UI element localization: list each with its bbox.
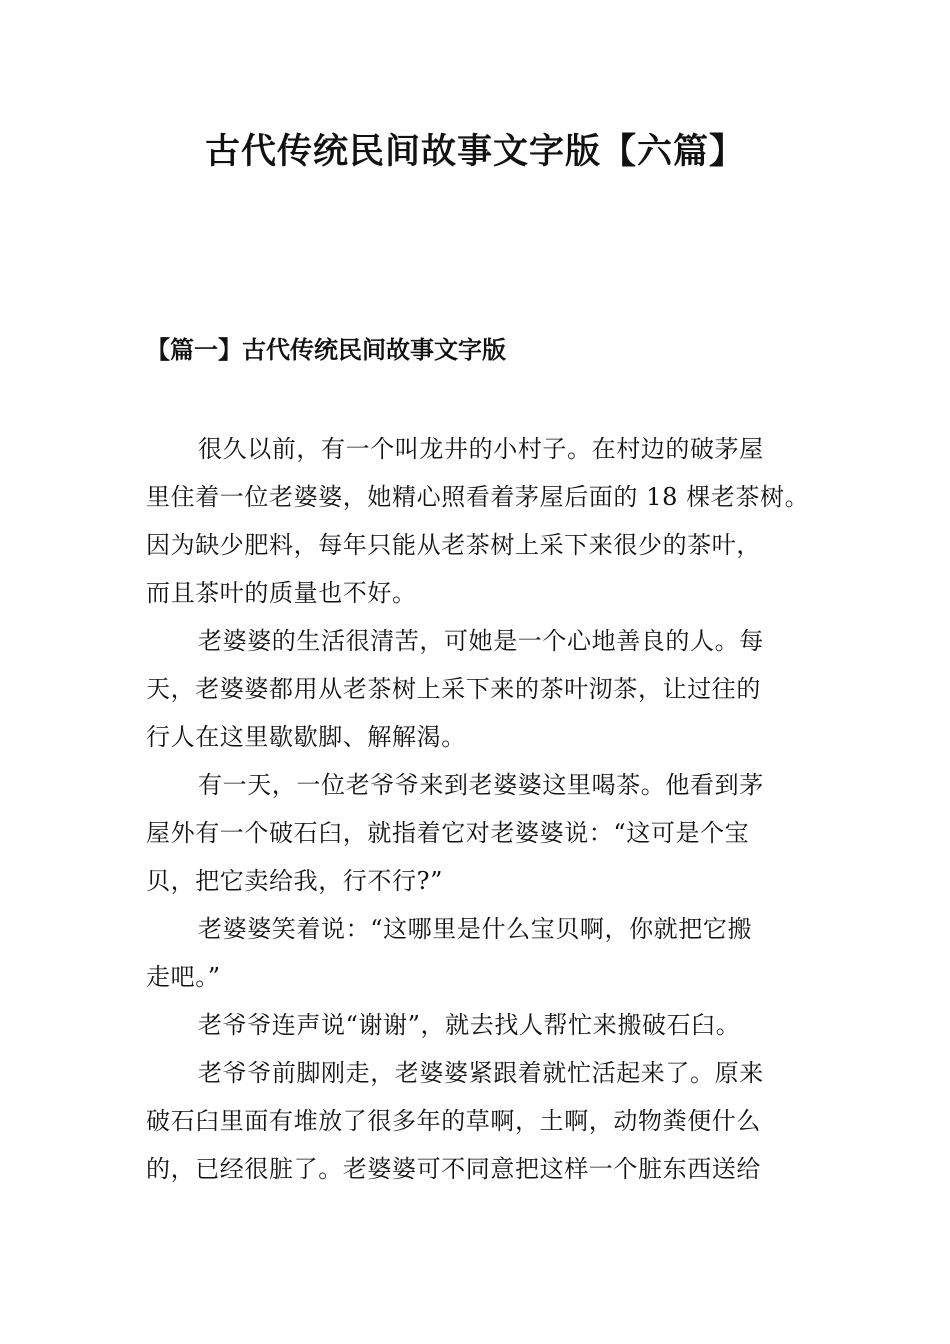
paragraph-line: 而且茶叶的质量也不好。 bbox=[146, 579, 417, 607]
body-text bbox=[146, 425, 811, 1193]
paragraph-line: 老爷爷前脚刚走，老婆婆紧跟着就忙活起来了。原来 bbox=[198, 1059, 764, 1087]
paragraph-line: 有一天，一位老爷爷来到老婆婆这里喝茶。他看到茅 bbox=[198, 771, 764, 799]
paragraph-line: 行人在这里歇歇脚、解解渴。 bbox=[146, 723, 466, 751]
paragraph-line: 走吧。” bbox=[146, 963, 221, 991]
paragraph-line: 屋外有一个破石臼，就指着它对老婆婆说：“这可是个宝 bbox=[146, 819, 750, 847]
paragraph-line: 贝，把它卖给我，行不行?” bbox=[146, 867, 443, 895]
paragraph-line: 的，已经很脏了。老婆婆可不同意把这样一个脏东西送给 bbox=[146, 1155, 761, 1183]
section-heading: 【篇一】古代传统民间故事文字版 bbox=[146, 335, 506, 364]
paragraph-line: 老婆婆笑着说：“这哪里是什么宝贝啊，你就把它搬 bbox=[198, 915, 753, 943]
paragraph-line: 天，老婆婆都用从老茶树上采下来的茶叶沏茶，让过往的 bbox=[146, 675, 761, 703]
paragraph-line: 老爷爷连声说“谢谢”，就去找人帮忙来搬破石臼。 bbox=[198, 1011, 741, 1039]
paragraph-line: 因为缺少肥料，每年只能从老茶树上采下来很少的茶叶， bbox=[146, 531, 761, 559]
document-title: 古代传统民间故事文字版【六篇】 bbox=[204, 131, 745, 172]
paragraph-line: 老婆婆的生活很清苦，可她是一个心地善良的人。每 bbox=[198, 627, 764, 655]
paragraph-line: 里住着一位老婆婆，她精心照看着茅屋后面的 18 棵老茶树。 bbox=[146, 483, 810, 511]
paragraph-line: 很久以前，有一个叫龙井的小村子。在村边的破茅屋 bbox=[198, 435, 764, 463]
paragraph-line: 破石臼里面有堆放了很多年的草啊，土啊，动物粪便什么 bbox=[146, 1107, 761, 1135]
